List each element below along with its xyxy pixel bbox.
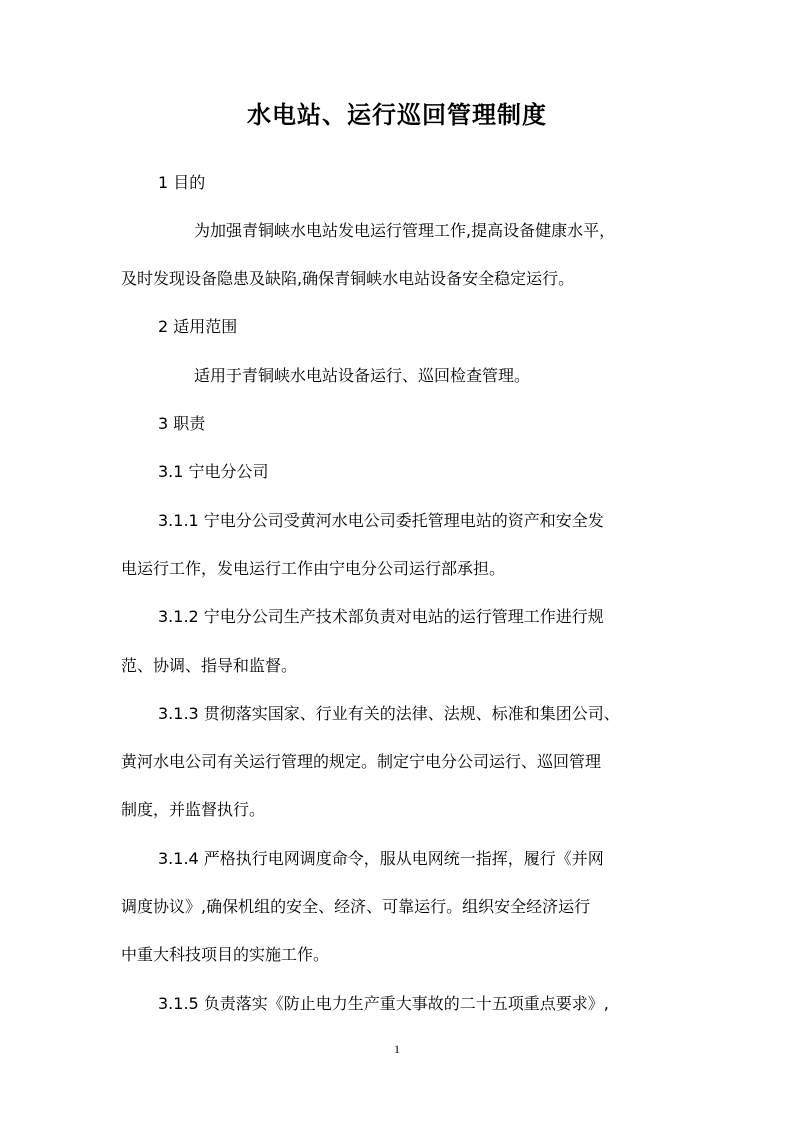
paragraph-line: 范、协调、指导和监督。 [121,656,298,675]
subsection-heading: 3.1 宁电分公司 [158,462,269,481]
section-heading-purpose: 1 目的 [158,173,206,192]
paragraph-line: 中重大科技项目的实施工作。 [121,945,330,964]
section-heading-duties: 3 职责 [158,414,206,433]
paragraph-line: 3.1.1 宁电分公司受黄河水电公司委托管理电站的资产和安全发 [158,511,604,530]
paragraph-line: 电运行工作，发电运行工作由宁电分公司运行部承担。 [121,559,506,578]
paragraph-line: 制度，并监督执行。 [121,800,266,819]
document-title: 水电站、运行巡回管理制度 [247,101,547,129]
paragraph-line: 3.1.3 贯彻落实国家、行业有关的法律、法规、标准和集团公司、 [158,704,620,723]
paragraph-line: 适用于青铜峡水电站设备运行、巡回检查管理。 [194,366,531,385]
paragraph-line: 3.1.5 负责落实《防止电力生产重大事故的二十五项重点要求》, [158,994,609,1013]
page-number: 1 [394,1042,400,1056]
paragraph-line: 调度协议》,确保机组的安全、经济、可靠运行。组织安全经济运行 [121,897,591,916]
paragraph-line: 及时发现设备隐患及缺陷,确保青铜峡水电站设备安全稳定运行。 [121,269,575,288]
paragraph-line: 黄河水电公司有关运行管理的规定。制定宁电分公司运行、巡回管理 [121,752,602,771]
paragraph-line: 为加强青铜峡水电站发电运行管理工作,提高设备健康水平， [194,221,616,240]
paragraph-line: 3.1.2 宁电分公司生产技术部负责对电站的运行管理工作进行规 [158,607,604,626]
paragraph-line: 3.1.4 严格执行电网调度命令，服从电网统一指挥，履行《并网 [158,849,604,868]
section-heading-scope: 2 适用范围 [158,317,238,336]
